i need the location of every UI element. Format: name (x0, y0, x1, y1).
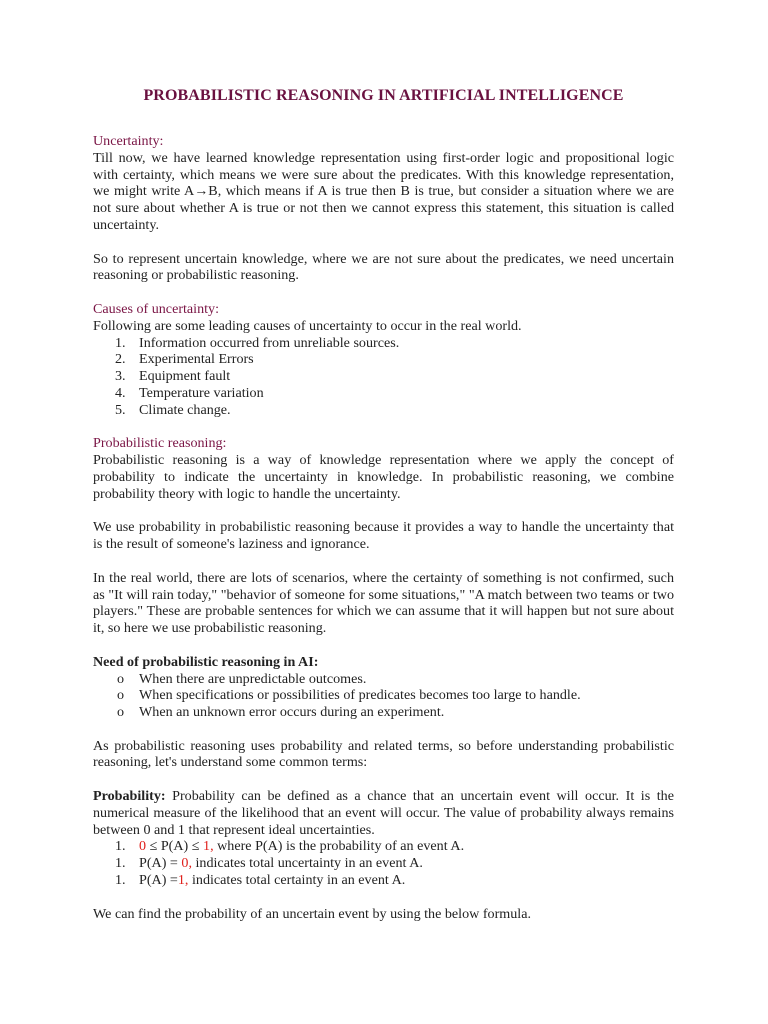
probability-list (93, 838, 674, 888)
list-item: 5. Climate change. (115, 401, 231, 418)
list-item: 1. 0 ≤ P(A) ≤ 1, where P(A) is the probability of an event A. (115, 838, 465, 855)
list-item: o When an unknown error occurs during an experiment. (117, 704, 445, 721)
list-item: 1. Information occurred from unreliable sources. (115, 334, 400, 351)
causes-intro: Following are some leading causes of uncertainty to occur in the real world. (93, 317, 522, 334)
uncertainty-paragraph-2: So to represent uncertain knowledge, where we are not sure about the predicates, we need uncertain reasoning or probabilistic reasoning. (93, 250, 674, 284)
uncertainty-paragraph-1: Till now, we have learned knowledge representation using first-order logic and propositional logic with certainty, which means we were sure about the predicates. With this knowledge representation, we might write A→B, which means if A is true then B is true, but consider a situation where we are not sure about whether A is true or not then we cannot express this statement, this situation is called uncertainty. (93, 149, 674, 233)
list-item: o When specifications or possibilities of predicates becomes too large to handle. (117, 687, 581, 704)
probabilistic-paragraph-1: Probabilistic reasoning is a way of knowledge representation where we apply the concept of probability to indicate the uncertainty in knowledge. In probabilistic reasoning, we combine probability theory with logic to handle the uncertainty. (93, 452, 674, 502)
probability-label: Probability: (93, 788, 166, 805)
page-title: PROBABILISTIC REASONING IN ARTIFICIAL INTELLIGENCE (143, 87, 624, 104)
uncertainty-heading: Uncertainty: (93, 133, 164, 149)
probabilistic-heading: Probabilistic reasoning: (93, 435, 227, 452)
list-item: 1. P(A) = 0, indicates total uncertainty in an event A. (115, 855, 423, 872)
causes-heading: Causes of uncertainty: (93, 300, 220, 317)
list-item: o When there are unpredictable outcomes. (117, 670, 367, 687)
need-list (93, 671, 674, 721)
need-heading: Need of probabilistic reasoning in AI: (93, 653, 319, 670)
probabilistic-paragraph-2: We use probability in probabilistic reasoning because it provides a way to handle the uncertainty that is the result of someone's laziness and ignorance. (93, 519, 674, 553)
causes-list (93, 335, 674, 419)
probability-paragraph: Probability: Probability can be defined as a chance that an uncertain event will occur. It is the numerical measure of the likelihood that an event will occur. The value of probability always remains between 0 and 1 that represent ideal uncertainties. (93, 788, 674, 838)
terms-intro: As probabilistic reasoning uses probability and related terms, so before understanding probabilistic reasoning, let's understand some common terms: (93, 737, 674, 771)
probabilistic-paragraph-3: In the real world, there are lots of scenarios, where the certainty of something is not confirmed, such as "It will rain today," "behavior of someone for some situations," "A match between two teams or two players." These are probable sentences for which we can assume that it will happen but not sure about it, so here we use probabilistic reasoning. (93, 569, 674, 637)
formula-intro: We can find the probability of an uncertain event by using the below formula. (93, 905, 531, 922)
list-item: 2. Experimental Errors (115, 351, 254, 368)
list-item: 1. P(A) =1, indicates total certainty in an event A. (115, 872, 406, 889)
list-item: 3. Equipment fault (115, 368, 231, 385)
list-item: 4. Temperature variation (115, 384, 264, 401)
